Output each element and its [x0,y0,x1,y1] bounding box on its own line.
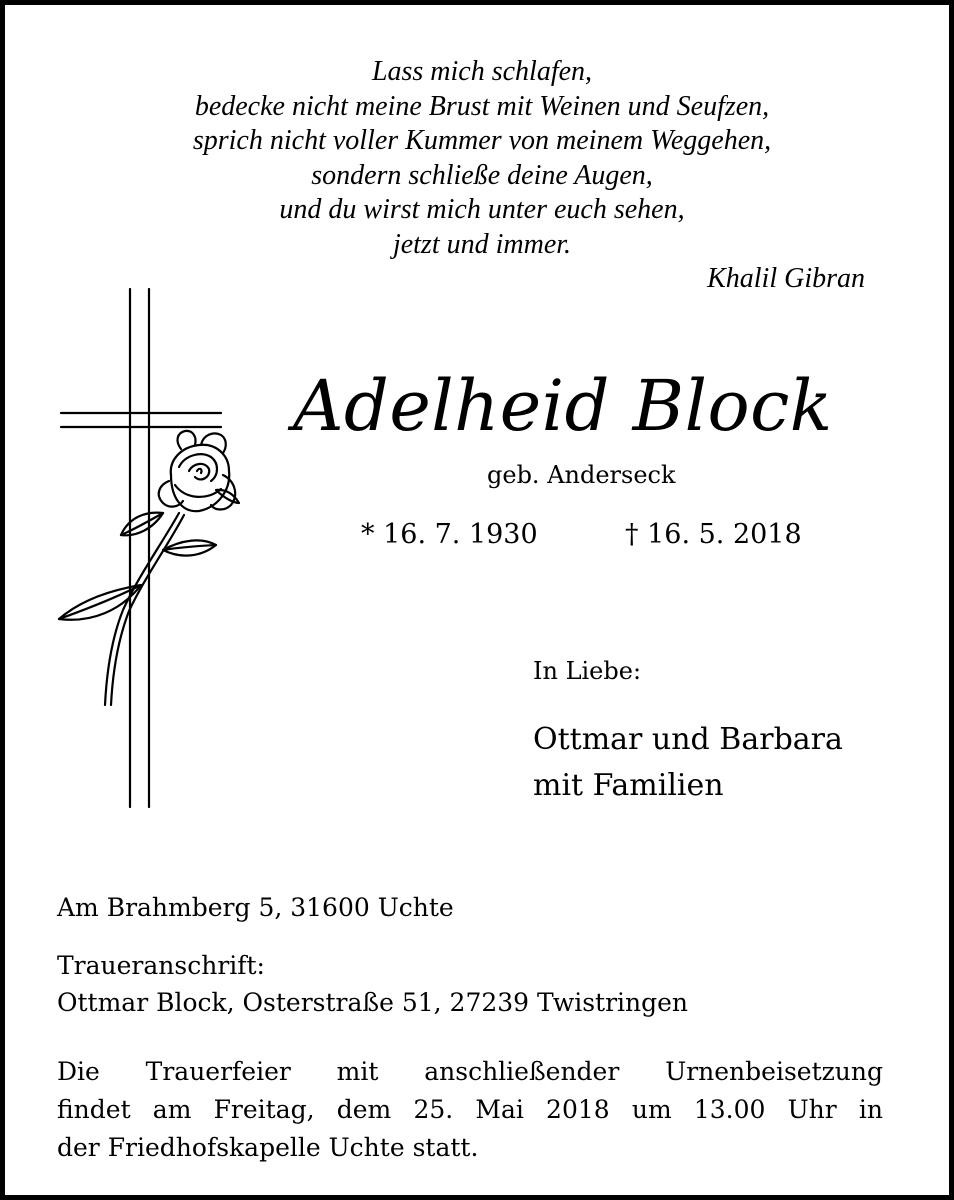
ceremony-notice [57,1053,883,1167]
death-date: † 16. 5. 2018 [625,519,802,550]
mourning-address-label: Traueranschrift: [57,951,265,980]
poem-line: sondern schließe deine Augen, [311,159,653,191]
ceremony-line: findet am Freitag, dem 25. Mai 2018 um 13.00 Uhr in [57,1095,883,1124]
mourners-line: Ottmar und Barbara [533,722,843,757]
birth-date: * 16. 7. 1930 [361,519,538,550]
deceased-name: Adelheid Block [293,365,833,447]
home-address: Am Brahmberg 5, 31600 Uchte [57,893,454,922]
poem-author: Khalil Gibran [707,263,865,294]
poem-line: bedecke nicht meine Brust mit Weinen und Seufzen, [194,90,770,122]
cross-with-rose-icon [51,285,251,815]
ceremony-line: Die Trauerfeier mit anschließender Urnenbeisetzung [57,1057,883,1086]
mourning-address-value: Ottmar Block, Osterstraße 51, 27239 Twistringen [57,988,689,1017]
mourners-line: mit Familien [533,768,724,803]
poem-line: sprich nicht voller Kummer von meinem Weggehen, [192,125,772,157]
mourning-address [57,947,688,1021]
poem-line: Lass mich schlafen, [371,56,593,87]
birth-name: geb. Anderseck [487,461,676,489]
poem-line: jetzt und immer. [392,228,572,260]
mourners-intro: In Liebe: [533,657,642,685]
poem [5,55,954,263]
mourners [533,717,843,809]
ceremony-line: der Friedhofskapelle Uchte statt. [57,1133,479,1162]
poem-line: und du wirst mich unter euch sehen, [279,194,685,226]
